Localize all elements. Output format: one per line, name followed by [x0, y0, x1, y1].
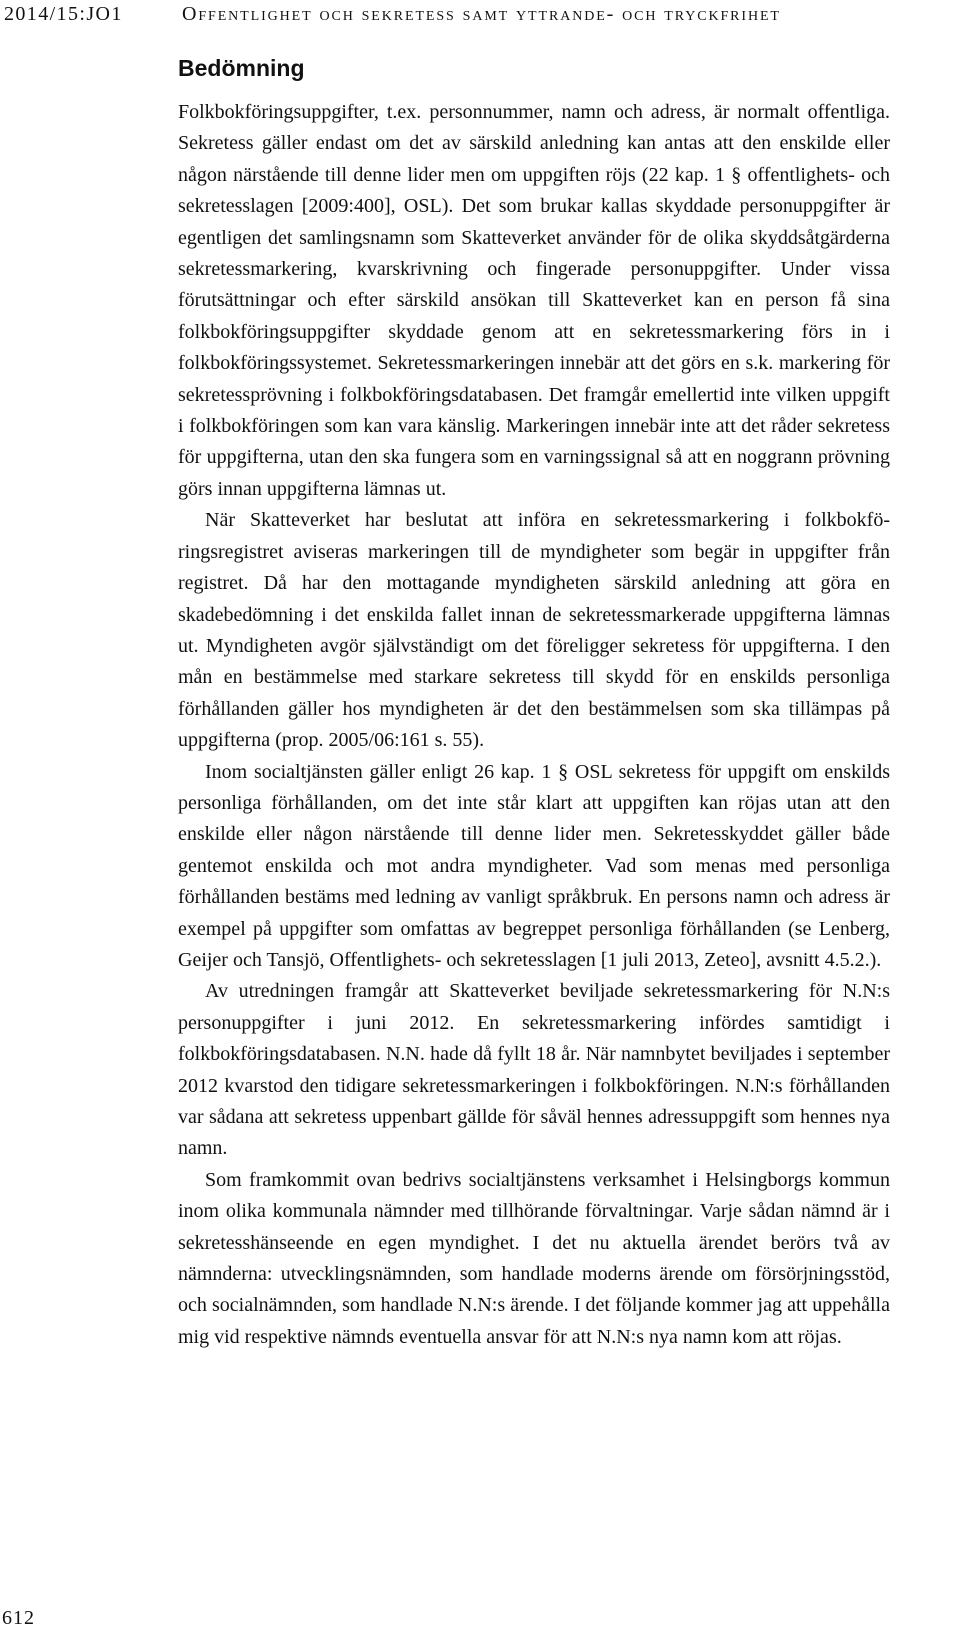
section-heading: Bedömning	[178, 55, 305, 81]
paragraph-folkbokforing: Folkbokföringsuppgifter, t.ex. personnummer, namn och adress, är normalt offentliga. Sekretess gäller endast om det av särskild anledning kan antas att den enskilde eller någon närstående till denne lider men om uppgiften röjs (22 kap. 1 § offentlighets- och sekretesslagen [2009:400], OSL). Det som brukar kallas skyddade personuppgifter är egentligen det samlingsnamn som Skatteverket använder för de olika skyddsåtgärderna sekretessmarkering, kvarskrivning och fingerade personuppgifter. Under vissa förutsättningar och efter särskild ansökan till Skatteverket kan en person få sina folkbokföringsuppgifter skyddade genom att en sekretessmarkering förs in i folkbokföringssystemet. Sekretessmarkeringen innebär att det görs en s.k. markering för sekretessprövning i folkbokföringsdatabasen. Det framgår emellertid inte vilken uppgift i folkbokföringen som kan vara känslig. Markeringen innebär inte att det råder sekretess för uppgifterna, utan den ska fungera som en varningssignal så att en noggrann prövning görs innan uppgifterna lämnas ut.	[178, 101, 890, 500]
paragraph-sekretessmarkering: När Skatteverket har beslutat att införa en sekretessmarkering i folkbokföringsregistret aviseras markeringen till de myndigheter som begär in uppgifter från registret. Då har den mottagande myndigheten särskild anledning att göra en skadebedömning i det enskilda fallet innan de sekretessmarkerade uppgifterna lämnas ut. Myndigheten avgör självständigt om det föreligger sekretess för uppgifterna. I den mån en bestämmelse med starkare sekretess till skydd för en enskilds personliga förhållanden gäller hos myndigheten är det den bestämmelsen som ska tillämpas på uppgifterna (prop. 2005/06:161 s. 55).	[178, 509, 890, 752]
running-header	[4, 2, 944, 26]
body-text	[178, 97, 890, 1353]
page-number: 612	[2, 1607, 35, 1629]
paragraph-utredningen: Av utredningen framgår att Skatteverket beviljade sekretessmarkering för N.N:s personuppgifter i juni 2012. En sekretessmarkering infördes samtidigt i folkbokföringsdatabasen. N.N. hade då fyllt 18 år. När namnbytet beviljades i september 2012 kvarstod den tidigare sekretessmarkeringen i folkbokföringen. N.N:s förhållanden var sådana att sekretess uppenbart gällde för såväl hennes adressuppgift som hennes nya namn.	[178, 980, 890, 1160]
report-reference: 2014/15:JO1	[4, 3, 123, 25]
paragraph-namnder: Som framkommit ovan bedrivs socialtjänstens verksamhet i Helsingborgs kommun inom olika kommunala nämnder med tillhörande förvaltningar. Varje sådan nämnd är i sekretesshänseende en egen myndighet. I det nu aktuella ärendet berörs två av nämnderna: utvecklingsnämnden, som handlade moderns ärende om försörjningsstöd, och socialnämnden, som handlade N.N:s ärende. I det följande kommer jag att uppehålla mig vid respektive nämnds eventuella ansvar för att N.N:s nya namn kom att röjas.	[178, 1168, 890, 1348]
paragraph-socialtjansten: Inom socialtjänsten gäller enligt 26 kap. 1 § OSL sekretess för uppgift om enskilds personliga förhållanden, om det inte står klart att uppgiften kan röjas utan att den enskilde eller någon närstående till denne lider men. Sekretesskyddet gäller både gentemot enskilda och mot andra myndigheter. Vad som menas med personliga förhållanden bestäms med ledning av vanligt språkbruk. En persons namn och adress är exempel på uppgifter som omfattas av begreppet personliga förhållanden (se Lenberg, Geijer och Tansjö, Offentlighets- och sekretesslagen [1 juli 2013, Zeteo], avsnitt 4.5.2.).	[178, 760, 890, 971]
chapter-title: Offentlighet och sekretess samt yttrande- och tryckfrihet	[182, 3, 781, 25]
